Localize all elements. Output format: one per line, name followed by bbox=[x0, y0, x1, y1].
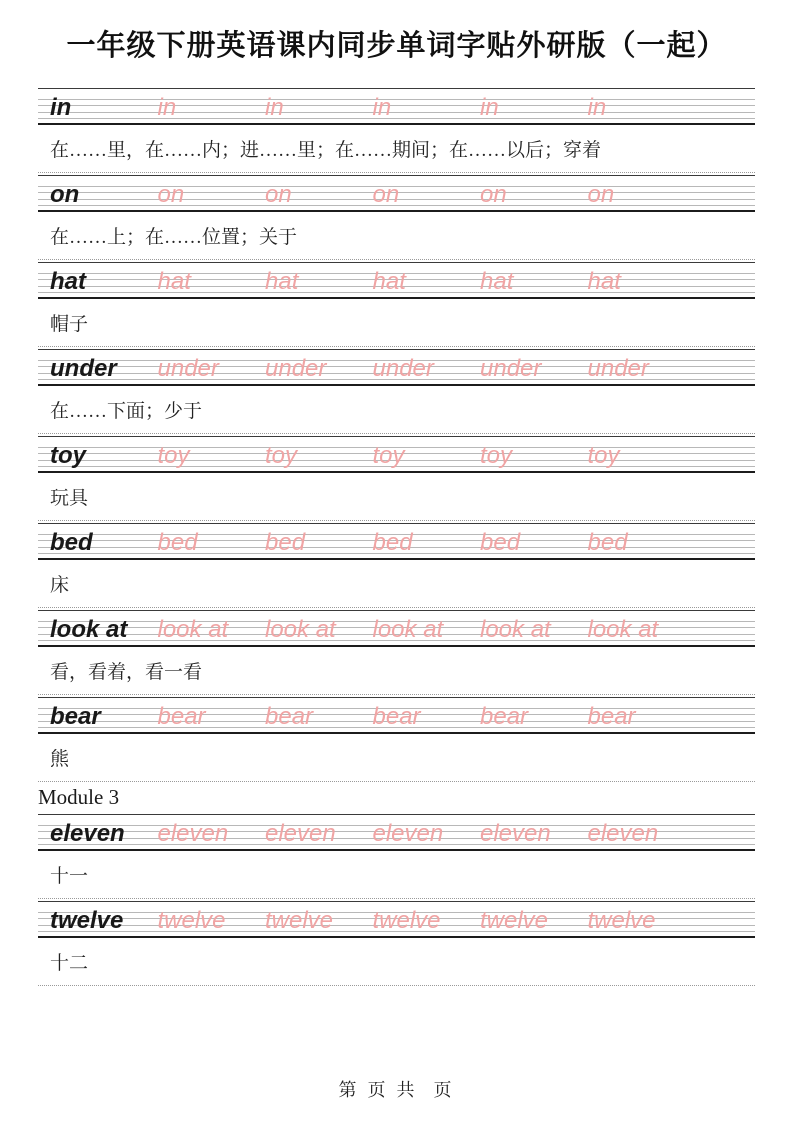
definition-text: 在……下面；少于 bbox=[38, 386, 755, 434]
word-trace: on bbox=[372, 181, 400, 208]
word-trace: eleven bbox=[265, 820, 336, 847]
word-repeat-group bbox=[50, 617, 755, 643]
word-repeat-group bbox=[50, 182, 755, 208]
word-trace: look at bbox=[587, 616, 659, 643]
word-trace: twelve bbox=[265, 907, 334, 934]
word-trace: toy bbox=[587, 442, 620, 469]
word-sample: toy bbox=[50, 442, 86, 469]
word-sample: on bbox=[50, 181, 80, 208]
definition-text: 十一 bbox=[38, 851, 755, 899]
word-sample: hat bbox=[50, 268, 86, 295]
word-trace: hat bbox=[480, 268, 514, 295]
word-trace: in bbox=[480, 94, 499, 121]
definition-text: 熊 bbox=[38, 734, 755, 782]
word-repeat-group bbox=[50, 908, 755, 934]
definition-text: 床 bbox=[38, 560, 755, 608]
definition-text: 在……里，在……内；进……里；在……期间；在……以后；穿着 bbox=[38, 125, 755, 173]
word-trace: under bbox=[587, 355, 649, 382]
word-trace: in bbox=[265, 94, 284, 121]
word-sample: bed bbox=[50, 529, 93, 556]
tracing-line-row bbox=[38, 349, 755, 386]
tracing-line-row bbox=[38, 697, 755, 734]
word-trace: hat bbox=[587, 268, 621, 295]
word-trace: bed bbox=[265, 529, 306, 556]
word-repeat-group bbox=[50, 95, 755, 121]
tracing-sheet bbox=[38, 86, 755, 986]
definition-text: 帽子 bbox=[38, 299, 755, 347]
word-trace: bed bbox=[372, 529, 413, 556]
section-label: Module 3 bbox=[38, 784, 120, 809]
word-trace: look at bbox=[157, 616, 229, 643]
word-trace: on bbox=[480, 181, 507, 208]
definition-text: 玩具 bbox=[38, 473, 755, 521]
page-footer: 第 页 共 页 bbox=[338, 1080, 455, 1100]
word-trace: bed bbox=[587, 529, 628, 556]
word-trace: bear bbox=[157, 703, 206, 730]
word-trace: twelve bbox=[480, 907, 549, 934]
word-trace: eleven bbox=[480, 820, 551, 847]
word-trace: on bbox=[157, 181, 185, 208]
word-trace: toy bbox=[480, 442, 513, 469]
word-trace: bed bbox=[157, 529, 198, 556]
word-trace: toy bbox=[157, 442, 190, 469]
definition-text: 看，看着，看一看 bbox=[38, 647, 755, 695]
word-sample: under bbox=[50, 355, 117, 382]
word-trace: hat bbox=[265, 268, 299, 295]
tracing-line-row bbox=[38, 88, 755, 125]
word-trace: on bbox=[587, 181, 615, 208]
word-trace: under bbox=[157, 355, 219, 382]
word-trace: eleven bbox=[372, 820, 444, 847]
word-trace: bed bbox=[480, 529, 521, 556]
word-repeat-group bbox=[50, 443, 755, 469]
word-trace: bear bbox=[372, 703, 421, 730]
word-trace: bear bbox=[265, 703, 314, 730]
word-trace: on bbox=[265, 181, 292, 208]
word-trace: under bbox=[372, 355, 434, 382]
word-trace: toy bbox=[372, 442, 405, 469]
word-trace: hat bbox=[157, 268, 191, 295]
tracing-line-row bbox=[38, 175, 755, 212]
word-repeat-group bbox=[50, 704, 755, 730]
word-repeat-group bbox=[50, 821, 755, 847]
definition-text: 十二 bbox=[38, 938, 755, 986]
word-trace: under bbox=[480, 355, 542, 382]
word-sample: twelve bbox=[50, 907, 124, 934]
word-trace: toy bbox=[265, 442, 298, 469]
word-repeat-group bbox=[50, 356, 755, 382]
word-trace: in bbox=[372, 94, 392, 121]
tracing-line-row bbox=[38, 814, 755, 851]
word-trace: eleven bbox=[157, 820, 229, 847]
tracing-line-row bbox=[38, 262, 755, 299]
word-trace: twelve bbox=[587, 907, 656, 934]
tracing-line-row bbox=[38, 610, 755, 647]
word-trace: bear bbox=[587, 703, 636, 730]
word-trace: hat bbox=[372, 268, 406, 295]
tracing-line-row bbox=[38, 523, 755, 560]
page-title: 一年级下册英语课内同步单词字贴外研版（一起） bbox=[66, 29, 727, 62]
word-repeat-group bbox=[50, 530, 755, 556]
word-repeat-group bbox=[50, 269, 755, 295]
word-trace: look at bbox=[372, 616, 444, 643]
definition-text: 在……上；在……位置；关于 bbox=[38, 212, 755, 260]
word-trace: in bbox=[157, 94, 177, 121]
word-trace: look at bbox=[265, 616, 336, 643]
word-sample: in bbox=[50, 94, 72, 121]
word-trace: twelve bbox=[372, 907, 441, 934]
word-trace: look at bbox=[480, 616, 551, 643]
tracing-line-row bbox=[38, 436, 755, 473]
word-trace: under bbox=[265, 355, 327, 382]
word-trace: eleven bbox=[587, 820, 659, 847]
word-sample: eleven bbox=[50, 820, 125, 847]
word-trace: bear bbox=[480, 703, 529, 730]
word-sample: bear bbox=[50, 703, 101, 730]
word-trace: twelve bbox=[157, 907, 226, 934]
tracing-line-row bbox=[38, 901, 755, 938]
word-trace: in bbox=[587, 94, 607, 121]
word-sample: look at bbox=[50, 616, 128, 643]
